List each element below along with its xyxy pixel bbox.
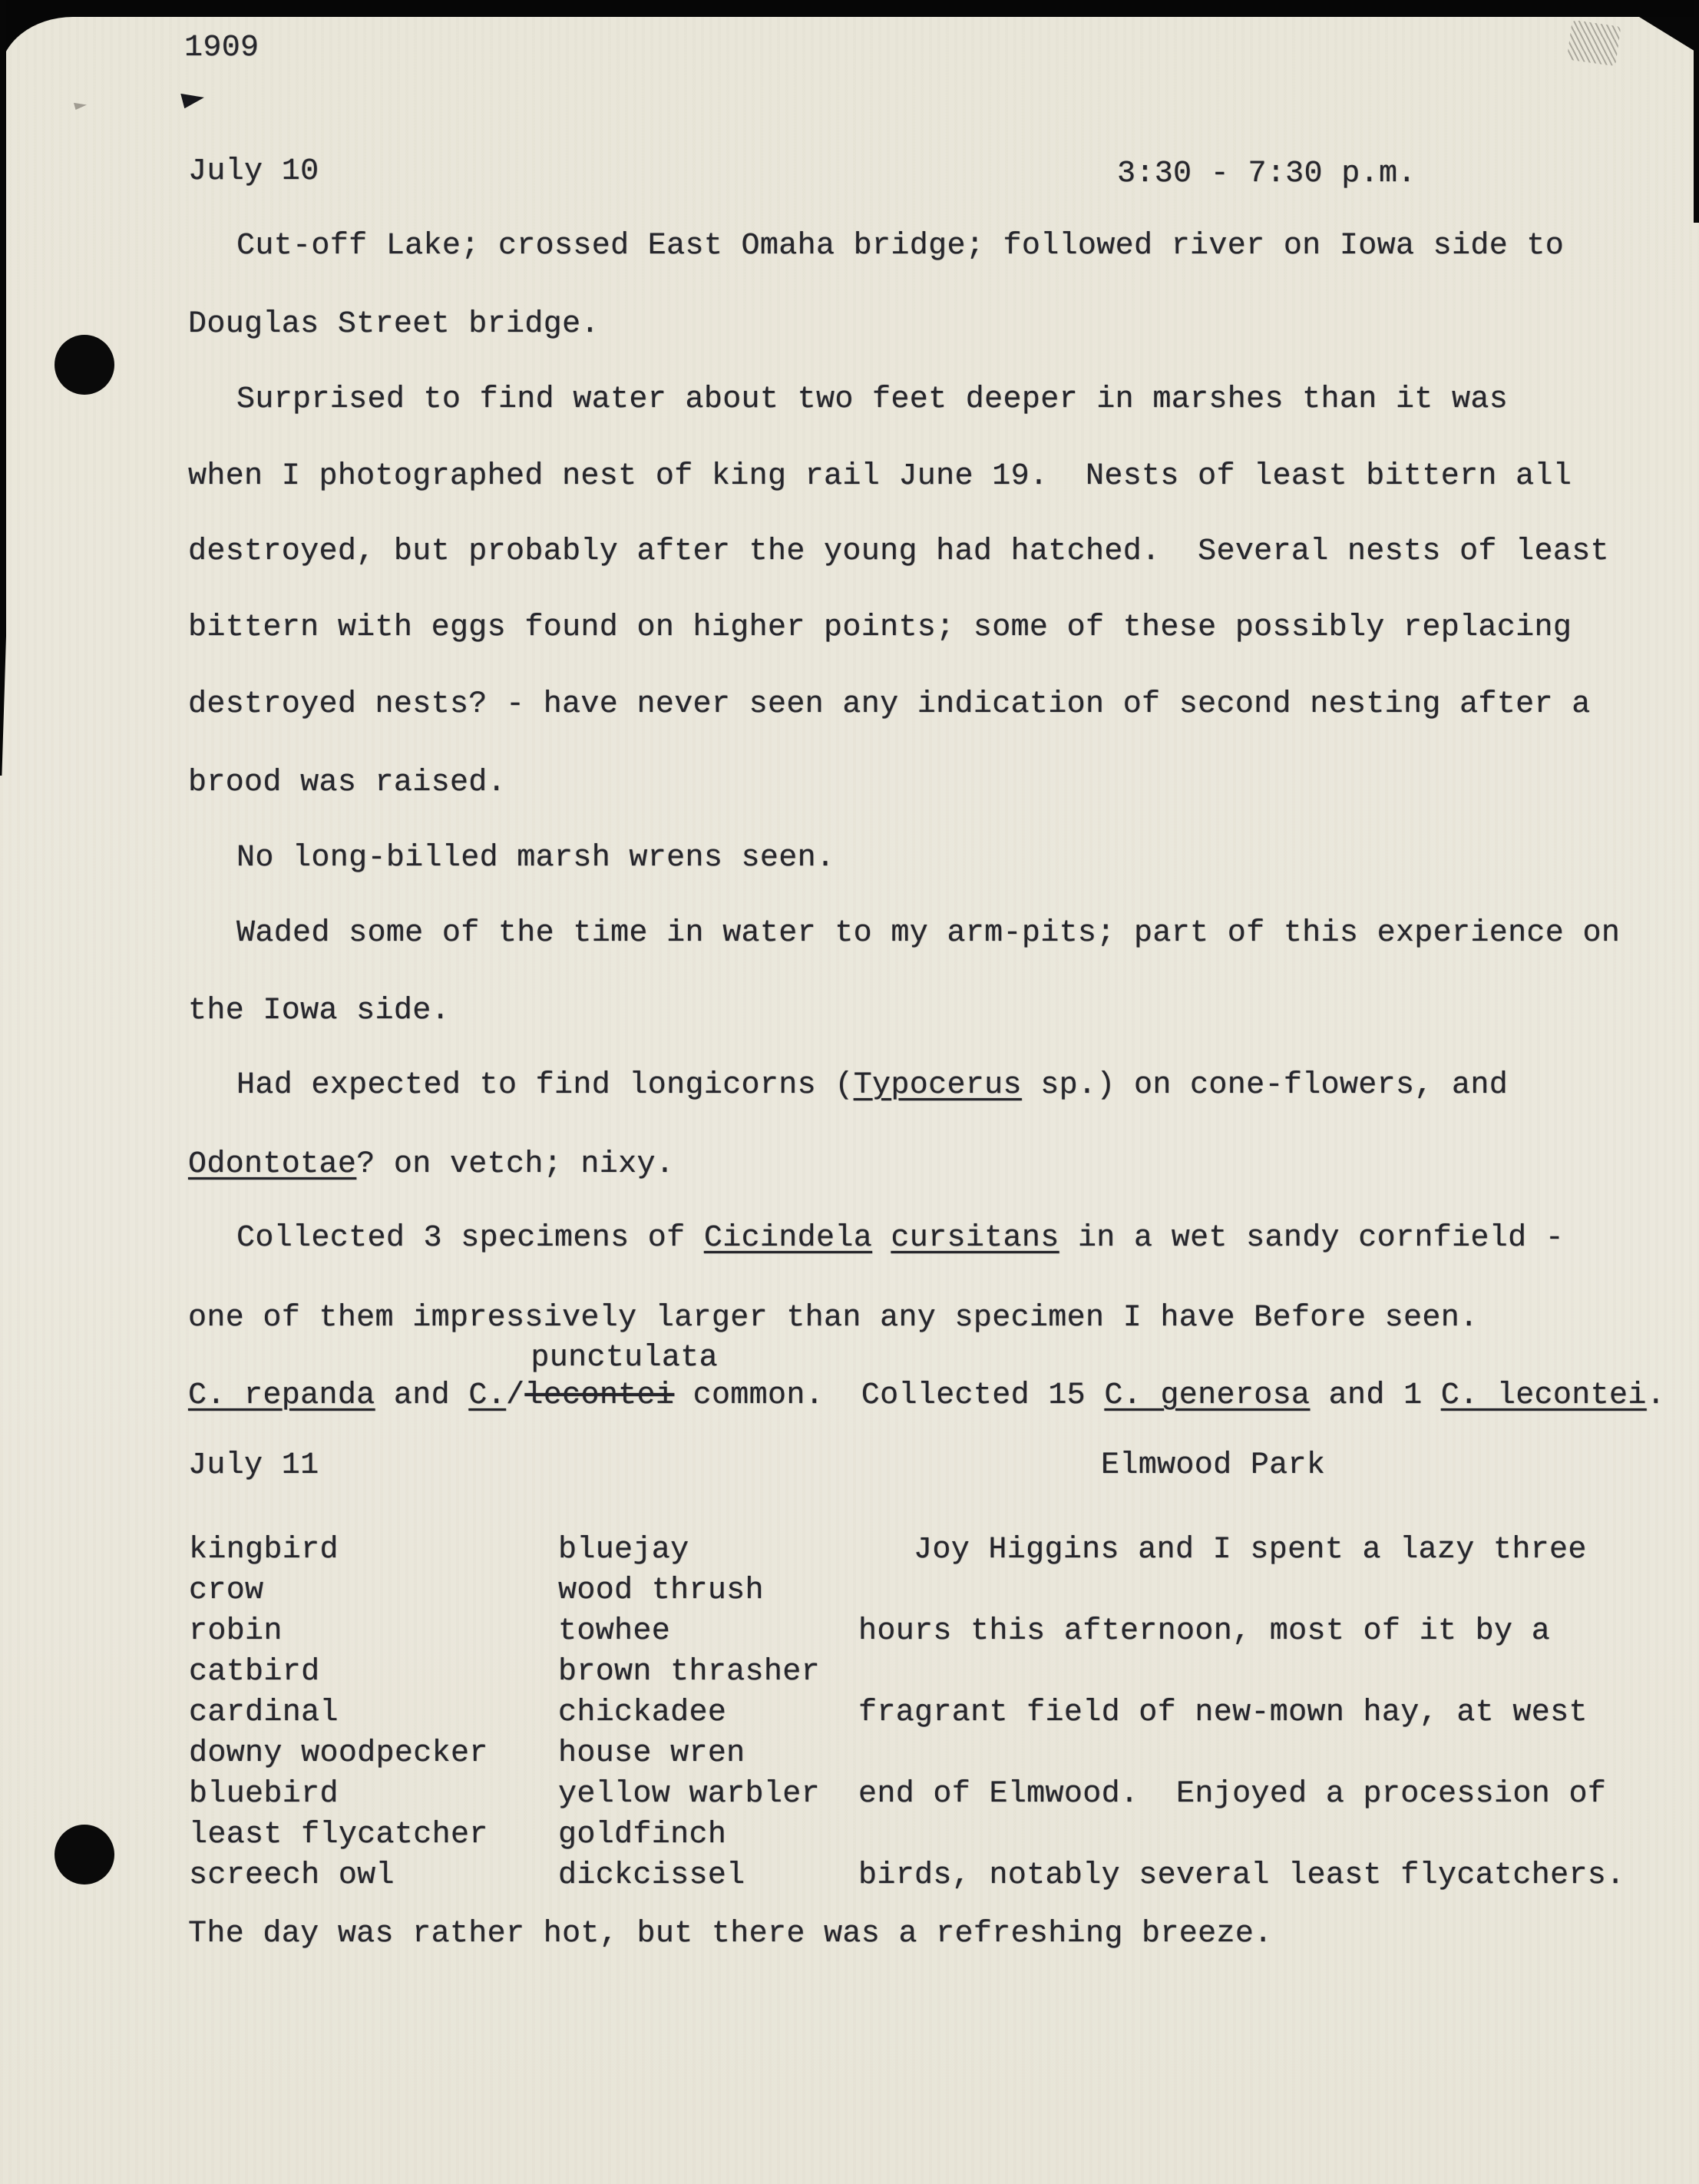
page-year: 1909: [184, 31, 259, 65]
species-name: Cicindela: [703, 1221, 873, 1256]
punch-hole: [55, 1825, 114, 1885]
line-text: ? on vetch; nixy.: [356, 1147, 675, 1182]
typed-line: when I photographed nest of king rail June 19. Nests of least bittern all: [188, 459, 1572, 494]
species-name: C. generosa: [1104, 1378, 1311, 1413]
bird-name: robin: [189, 1614, 283, 1649]
bird-name: wood thrush: [558, 1573, 764, 1608]
bird-name: bluejay: [558, 1533, 689, 1567]
note-line: fragrant field of new-mown hay, at west: [858, 1696, 1588, 1730]
typed-line: Cut-off Lake; crossed East Omaha bridge; followed river on Iowa side to: [236, 229, 1565, 263]
line-text: in a wet sandy cornfield -: [1059, 1221, 1565, 1256]
bird-name: least flycatcher: [189, 1818, 488, 1852]
line-text: .: [1646, 1378, 1666, 1413]
closing-line: The day was rather hot, but there was a refreshing breeze.: [188, 1917, 1273, 1951]
typed-line: Douglas Street bridge.: [188, 307, 600, 342]
pencil-smudge: [1567, 20, 1621, 66]
entry-date-july11: July 11: [188, 1448, 319, 1483]
bird-name: crow: [189, 1573, 264, 1608]
line-text: Collected 3 specimens of: [236, 1221, 704, 1256]
entry-location: Elmwood Park: [1101, 1448, 1326, 1483]
line-text: and 1: [1310, 1378, 1441, 1413]
line-text: [872, 1221, 891, 1256]
bird-name: yellow warbler: [558, 1777, 820, 1812]
bird-name: screech owl: [189, 1858, 395, 1893]
bird-name: dickcissel: [558, 1858, 745, 1893]
entry-date-july10: July 10: [188, 154, 319, 189]
struck-word: lecontei: [524, 1378, 675, 1413]
note-line: birds, notably several least flycatchers.: [858, 1858, 1625, 1893]
bird-name: kingbird: [189, 1533, 339, 1567]
line-text: common. Collected 15: [674, 1378, 1105, 1413]
bird-name: chickadee: [558, 1696, 727, 1730]
bird-name: bluebird: [189, 1777, 339, 1812]
bird-name: goldfinch: [558, 1818, 727, 1852]
bird-name: downy woodpecker: [189, 1736, 488, 1771]
insertion-slash: /: [506, 1378, 525, 1413]
typed-line: one of them impressively larger than any specimen I have Before seen.: [188, 1301, 1479, 1335]
typed-line: Waded some of the time in water to my arm-pits; part of this experience on: [236, 916, 1621, 951]
typed-line: [188, 1341, 1666, 1413]
line-text: Had expected to find longicorns (: [236, 1068, 854, 1103]
note-line: Joy Higgins and I spent a lazy three: [914, 1533, 1587, 1567]
typed-line: [236, 1223, 1564, 1255]
typed-line: destroyed nests? - have never seen any indication of second nesting after a: [188, 687, 1591, 722]
species-name: C. repanda: [188, 1378, 375, 1413]
bird-name: catbird: [189, 1655, 320, 1689]
line-text: sp.) on cone-flowers, and: [1021, 1068, 1509, 1103]
bird-name: house wren: [558, 1736, 745, 1771]
insertion: [524, 1341, 718, 1413]
note-line: hours this afternoon, most of it by a: [858, 1614, 1551, 1649]
species-name: C. lecontei: [1440, 1378, 1647, 1413]
scanner-edge-left: [0, 0, 6, 776]
typed-line: Surprised to find water about two feet deeper in marshes than it was: [236, 382, 1509, 417]
species-name: C.: [468, 1378, 507, 1413]
bird-name: towhee: [558, 1614, 671, 1649]
typed-line: brood was raised.: [188, 766, 507, 800]
line-text: and: [375, 1378, 469, 1413]
typed-line: the Iowa side.: [188, 994, 450, 1028]
typed-line: destroyed, but probably after the young had hatched. Several nests of least: [188, 534, 1609, 569]
entry-time: 3:30 - 7:30 p.m.: [1117, 157, 1416, 191]
punch-hole: [55, 335, 114, 395]
species-name: Typocerus: [853, 1068, 1022, 1103]
species-name: cursitans: [891, 1221, 1059, 1256]
note-line: end of Elmwood. Enjoyed a procession of: [858, 1777, 1607, 1812]
bird-name: cardinal: [189, 1696, 339, 1730]
typed-line: [236, 1070, 1508, 1102]
typed-line: [188, 1149, 674, 1181]
species-name: Odontotae: [188, 1147, 357, 1182]
inserted-word: punctulata: [531, 1341, 718, 1375]
typed-line: bittern with eggs found on higher points; some of these possibly replacing: [188, 611, 1572, 645]
typed-line: No long-billed marsh wrens seen.: [236, 841, 835, 875]
bird-name: brown thrasher: [558, 1655, 820, 1689]
